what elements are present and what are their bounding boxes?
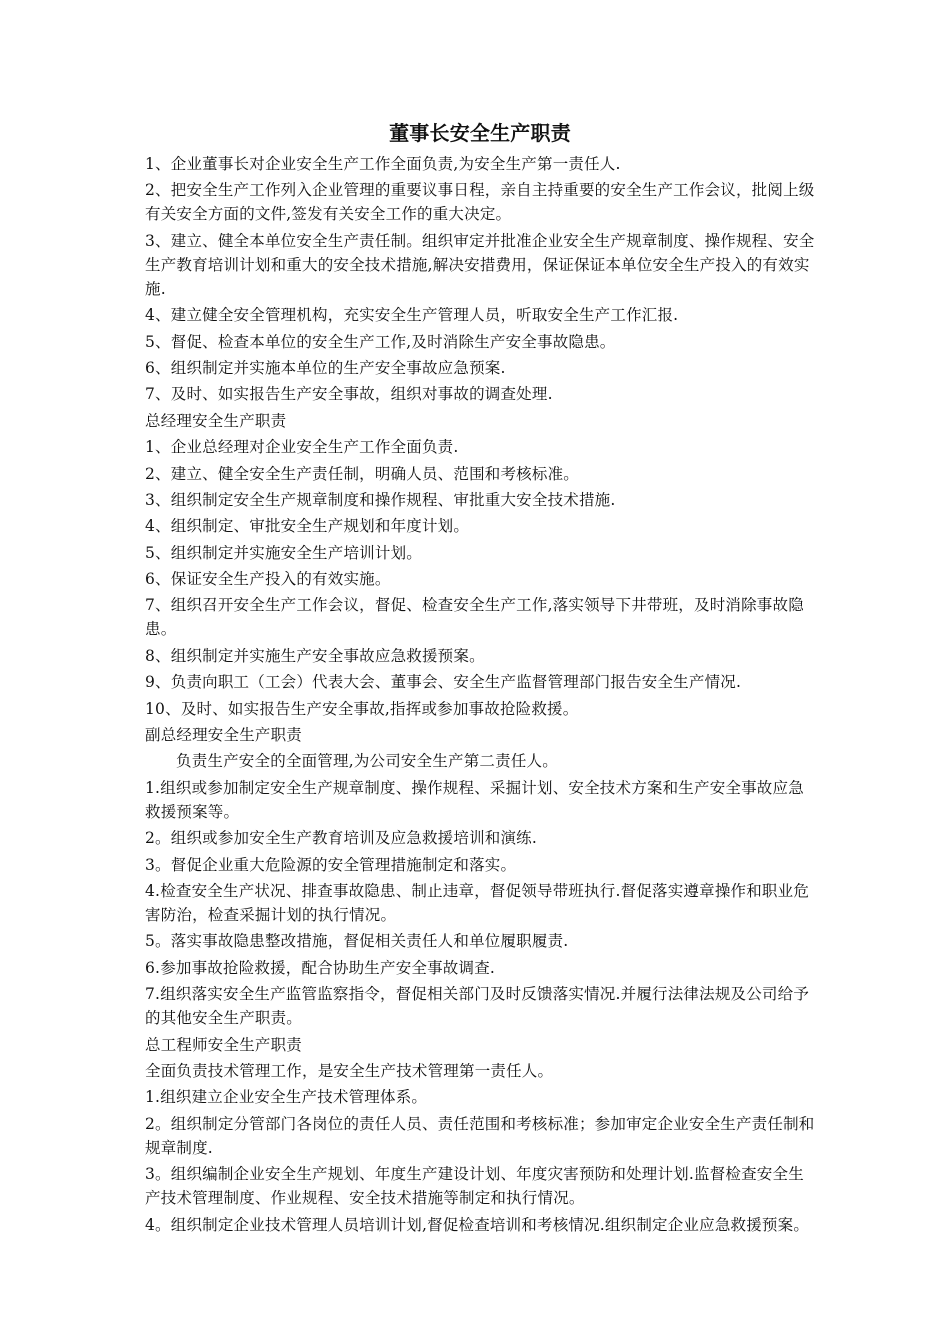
paragraph: 6、保证安全生产投入的有效实施。	[145, 570, 391, 589]
section-heading: 总经理安全生产职责	[145, 411, 287, 430]
paragraph: 8、组织制定并实施生产安全事故应急救援预案。	[145, 646, 485, 665]
paragraph: 2。组织制定分管部门各岗位的责任人员、责任范围和考核标准；参加审定企业安全生产责任制和规章制度.	[145, 1114, 815, 1157]
paragraph: 5、督促、检查本单位的安全生产工作,及时消除生产安全事故隐患。	[145, 332, 616, 351]
paragraph: 负责生产安全的全面管理,为公司安全生产第二责任人。	[176, 752, 558, 771]
paragraph: 4.检查安全生产状况、排查事故隐患、制止违章，督促领导带班执行.督促落实遵章操作和职业危害防治，检查采掘计划的执行情况。	[145, 881, 810, 924]
document-title: 董事长安全生产职责	[389, 121, 571, 145]
paragraph: 1.组织或参加制定安全生产规章制度、操作规程、采掘计划、安全技术方案和生产安全事故应急救援预案等。	[145, 778, 804, 821]
paragraph: 7、组织召开安全生产工作会议，督促、检查安全生产工作,落实领导下井带班，及时消除事故隐患。	[145, 596, 804, 639]
document-body	[145, 152, 815, 1237]
paragraph: 5。落实事故隐患整改措施，督促相关责任人和单位履职履责.	[145, 932, 569, 951]
paragraph: 全面负责技术管理工作，是安全生产技术管理第一责任人。	[145, 1061, 554, 1080]
paragraph: 5、组织制定并实施安全生产培训计划。	[145, 543, 422, 562]
paragraph: 3、建立、健全本单位安全生产责任制。组织审定并批准企业安全生产规章制度、操作规程、安全生产教育培训计划和重大的安全技术措施,解决安措费用，保证保证本单位安全生产投入的有效实施.	[145, 231, 815, 298]
paragraph: 2。组织或参加安全生产教育培训及应急救援培训和演练.	[145, 829, 537, 848]
paragraph: 10、及时、如实报告生产安全事故,指挥或参加事故抢险救援。	[145, 699, 579, 718]
paragraph: 4、建立健全安全管理机构，充实安全生产管理人员，听取安全生产工作汇报.	[145, 306, 679, 325]
paragraph: 2、把安全生产工作列入企业管理的重要议事日程，亲自主持重要的安全生产工作会议，批阅上级有关安全方面的文件,签发有关安全工作的重大决定。	[145, 181, 815, 224]
paragraph: 7、及时、如实报告生产安全事故，组织对事故的调查处理.	[145, 385, 553, 404]
paragraph: 4。组织制定企业技术管理人员培训计划,督促检查培训和考核情况.组织制定企业应急救援预案。	[145, 1215, 810, 1234]
paragraph: 6.参加事故抢险救援，配合协助生产安全事故调查.	[145, 958, 496, 977]
paragraph: 6、组织制定并实施本单位的生产安全事故应急预案.	[145, 358, 506, 377]
section-heading: 总工程师安全生产职责	[145, 1035, 303, 1054]
paragraph: 3、组织制定安全生产规章制度和操作规程、审批重大安全技术措施.	[145, 490, 616, 509]
section-heading: 副总经理安全生产职责	[145, 726, 303, 745]
paragraph: 1、企业董事长对企业安全生产工作全面负责,为安全生产第一责任人.	[145, 155, 621, 173]
paragraph: 1.组织建立企业安全生产技术管理体系。	[145, 1088, 428, 1107]
paragraph: 1、企业总经理对企业安全生产工作全面负责.	[145, 438, 459, 457]
paragraph: 7.组织落实安全生产监管监察指令，督促相关部门及时反馈落实情况.并履行法律法规及公司给予的其他安全生产职责。	[145, 985, 810, 1028]
paragraph: 2、建立、健全安全生产责任制，明确人员、范围和考核标准。	[145, 464, 579, 483]
paragraph: 3。督促企业重大危险源的安全管理措施制定和落实。	[145, 855, 517, 874]
document-page	[145, 118, 815, 1239]
paragraph: 3。组织编制企业安全生产规划、年度生产建设计划、年度灾害预防和处理计划.监督检查安全生产技术管理制度、作业规程、安全技术措施等制定和执行情况。	[145, 1165, 804, 1208]
paragraph: 4、组织制定、审批安全生产规划和年度计划。	[145, 517, 470, 536]
paragraph: 9、负责向职工（工会）代表大会、董事会、安全生产监督管理部门报告安全生产情况.	[145, 673, 742, 692]
